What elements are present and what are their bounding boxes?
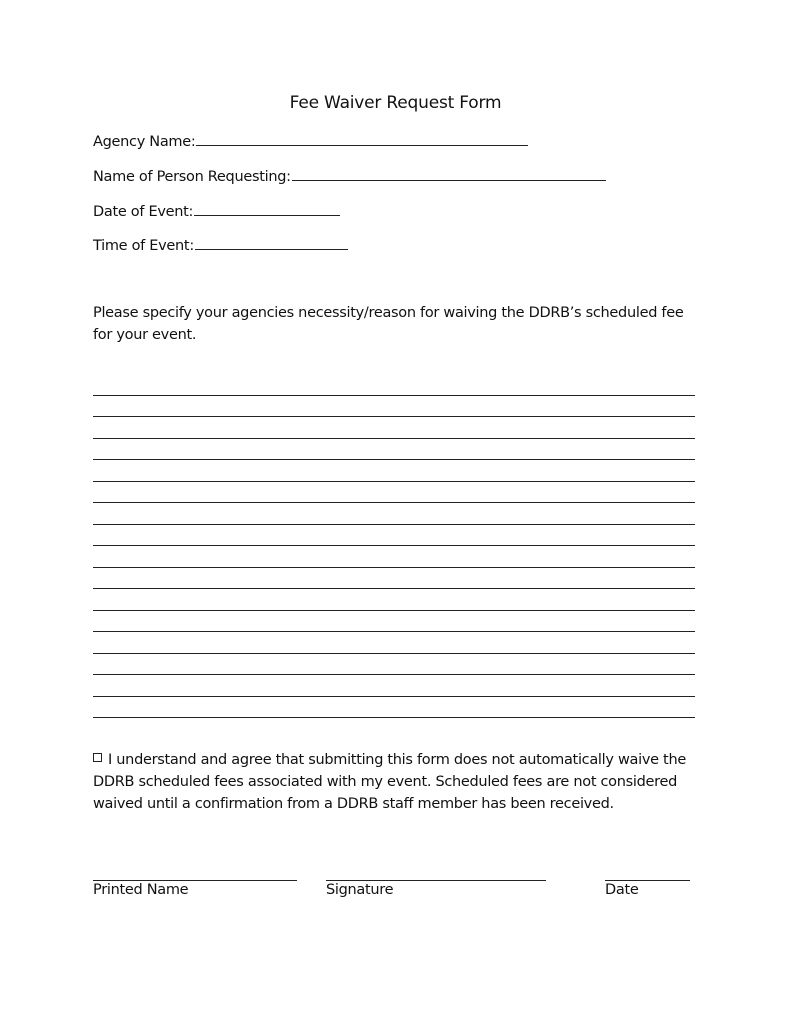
date-of-event-label: Date of Event: bbox=[93, 204, 194, 220]
signature-label: Signature bbox=[326, 882, 394, 898]
time-of-event-field bbox=[93, 235, 348, 255]
reason-writing-area[interactable] bbox=[93, 374, 695, 718]
reason-line[interactable] bbox=[93, 439, 695, 461]
time-of-event-input-line[interactable] bbox=[195, 235, 348, 250]
date-label: Date bbox=[605, 882, 639, 898]
form-title: Fee Waiver Request Form bbox=[289, 93, 502, 113]
agency-name-input-line[interactable] bbox=[196, 131, 528, 146]
reason-line[interactable] bbox=[93, 568, 695, 590]
person-requesting-label: Name of Person Requesting: bbox=[93, 169, 291, 185]
agency-name-field bbox=[93, 131, 528, 151]
acknowledgement-checkbox[interactable] bbox=[93, 753, 102, 762]
reason-line[interactable] bbox=[93, 482, 695, 504]
printed-name-label: Printed Name bbox=[93, 882, 189, 898]
reason-line[interactable] bbox=[93, 654, 695, 676]
reason-line[interactable] bbox=[93, 417, 695, 439]
date-line[interactable] bbox=[605, 879, 690, 881]
date-of-event-input-line[interactable] bbox=[194, 201, 340, 216]
reason-line[interactable] bbox=[93, 632, 695, 654]
reason-line[interactable] bbox=[93, 460, 695, 482]
reason-line[interactable] bbox=[93, 697, 695, 719]
acknowledgement-statement bbox=[93, 750, 703, 815]
reason-line[interactable] bbox=[93, 525, 695, 547]
reason-line[interactable] bbox=[93, 675, 695, 697]
date-of-event-field bbox=[93, 201, 340, 221]
reason-line[interactable] bbox=[93, 503, 695, 525]
reason-line[interactable] bbox=[93, 611, 695, 633]
person-requesting-field bbox=[93, 166, 606, 186]
reason-line[interactable] bbox=[93, 396, 695, 418]
reason-line[interactable] bbox=[93, 374, 695, 396]
time-of-event-label: Time of Event: bbox=[93, 238, 194, 254]
person-requesting-input-line[interactable] bbox=[292, 166, 606, 181]
reason-line[interactable] bbox=[93, 546, 695, 568]
printed-name-line[interactable] bbox=[93, 879, 297, 881]
agency-name-label: Agency Name: bbox=[93, 134, 196, 150]
signature-line[interactable] bbox=[326, 879, 546, 881]
reason-prompt: Please specify your agencies necessity/reason for waiving the DDRB’s scheduled fee for your event. bbox=[93, 305, 684, 343]
reason-line[interactable] bbox=[93, 589, 695, 611]
acknowledgement-text: I understand and agree that submitting this form does not automatically waive the DDRB scheduled fees associated with my event. Scheduled fees are not considered waived until a confirmation from a DDRB staff member has been received. bbox=[93, 752, 686, 812]
